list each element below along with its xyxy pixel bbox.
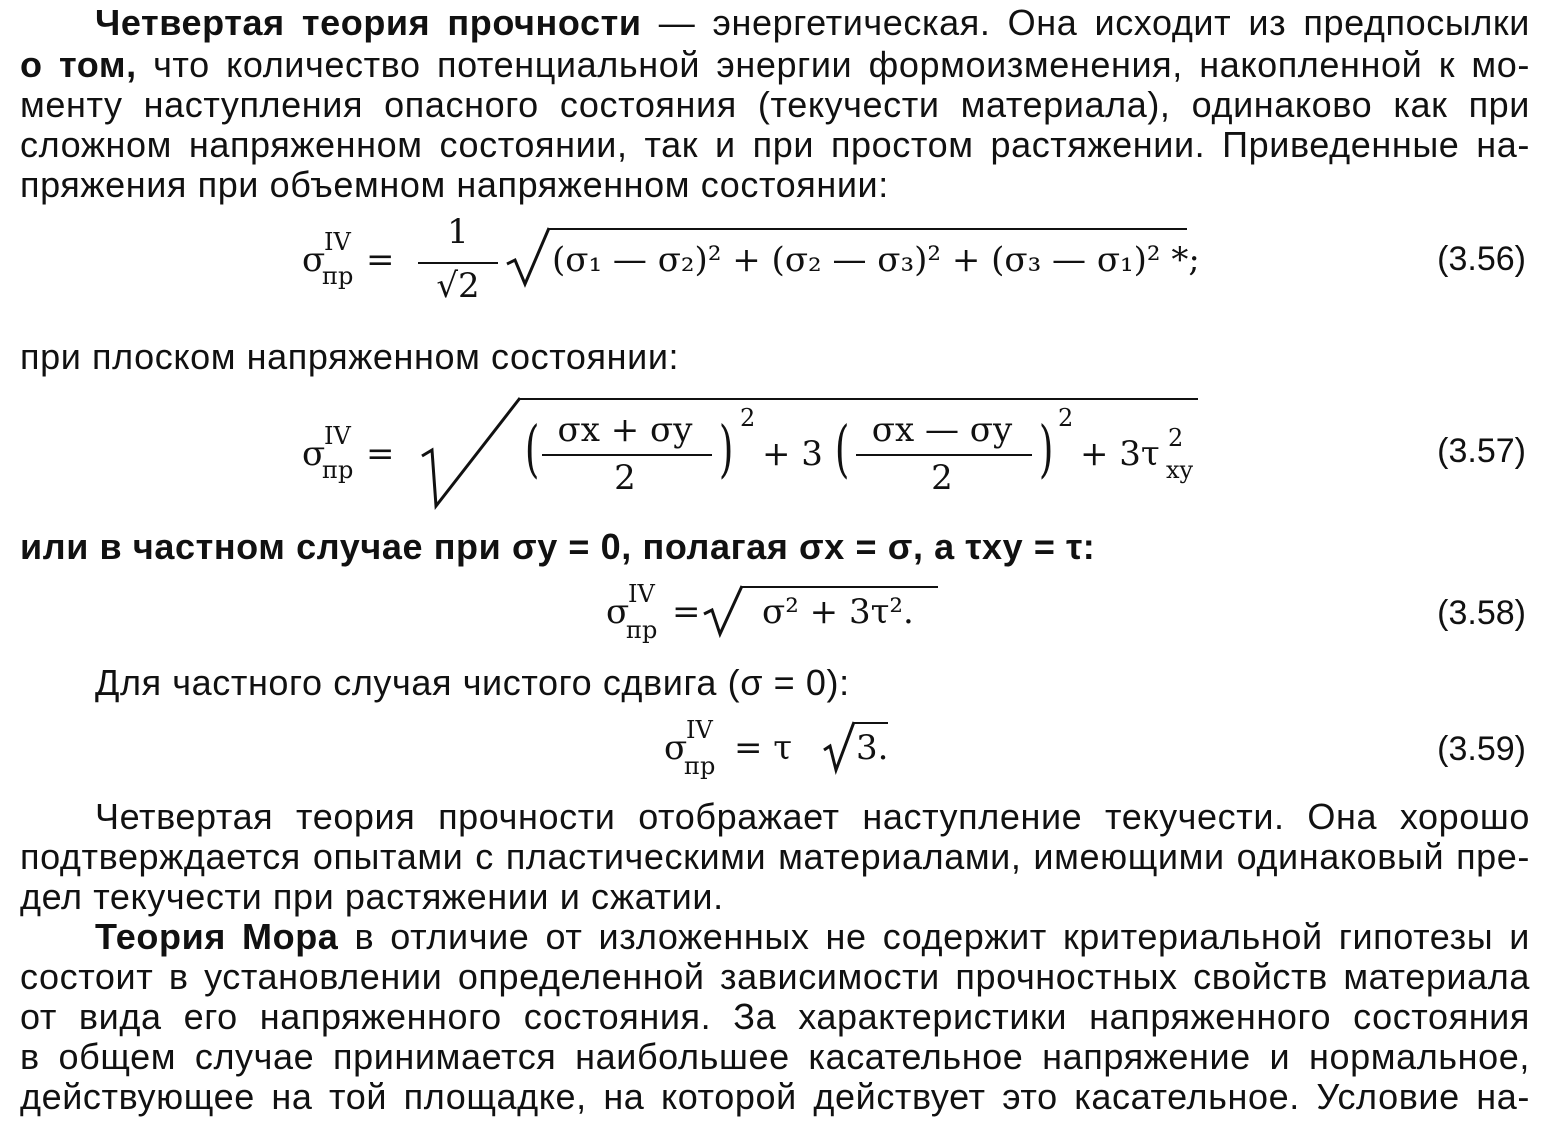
eq57-equals: = [366,434,395,474]
paragraph1-line2-bold: о том, [20,44,137,85]
eq57-paren1-open: ( [524,412,540,485]
eq59-expression: 3. [856,728,889,768]
eq57-radical-icon [420,396,530,508]
eq56-sigma: σ [302,240,326,280]
eq57-mid: + 3 [762,434,823,474]
eq57-paren2-close: ) [1038,412,1054,485]
equation-number-3-57: (3.57) [1437,432,1526,470]
eq57-sigma: σ [302,434,326,474]
eq56-sub: пр [322,262,354,290]
eq57-paren1-close: ) [718,412,734,485]
paragraph2-line3: дел текучести при растяжении и сжатии. [20,876,724,917]
equation-number-3-59: (3.59) [1437,730,1526,768]
equation-number-3-58: (3.58) [1437,594,1526,632]
eq58-expression: σ² + 3τ². [762,592,914,632]
eq57-frac1-den: 2 [614,458,636,498]
eq57-frac2-num: σx — σy [871,410,1013,450]
paragraph3-line1 [95,916,1530,958]
eq56-denominator: √2 [436,266,480,306]
eq59-sup: IV [686,716,713,744]
eq56-fraction-bar [418,262,498,264]
eq57-sub: пр [322,456,354,484]
text-special-case [20,526,1530,568]
eq58-radical-bar [742,586,938,588]
eq59-sub: пр [684,752,716,780]
eq57-frac1-bar [542,454,712,456]
text-special-case-content: или в частном случае при σy = 0, полагая σx = σ, а τxy = τ: [20,526,1096,567]
heading-mohr-theory: Теория Мора [95,916,339,957]
text-pure-shear: Для частного случая чистого сдвига (σ = 0): [95,662,850,703]
equation-3-56 [0,210,1548,320]
paragraph1-line5: пряжения при объемном напряженном состоянии: [20,164,889,205]
eq57-sup: IV [324,422,351,450]
text-plane-stress: при плоском напряженном состоянии: [20,336,680,377]
eq57-paren2-open: ( [834,412,850,485]
paragraph1-line3: менту наступления опасного состояния (текучести материала), одинаково как при [20,84,1530,125]
paragraph3-line4: в общем случае принимается наибольшее касательное напряжение и нормальное, [20,1036,1530,1077]
eq58-equals: = [672,592,701,632]
eq57-square2: 2 [1058,404,1074,432]
eq58-sigma: σ [606,592,630,632]
paragraph3-line3: от вида его напряженного состояния. За характеристики напряженного состояния [20,996,1530,1037]
eq57-tail-sub: xy [1166,456,1194,484]
eq56-sup: IV [324,228,351,256]
eq58-sub: пр [626,616,658,644]
paragraph3-line5: действующее на той площадке, на которой действует это касательное. Условие на- [20,1076,1530,1117]
eq59-sigma: σ [664,728,688,768]
eq57-radical-bar [518,398,1198,400]
eq59-radical-bar [854,722,888,724]
equation-number-3-56: (3.56) [1437,240,1526,278]
eq57-tail-sup: 2 [1168,424,1184,452]
equation-3-57 [0,390,1548,515]
paragraph3-line2: состоит в установлении определенной зависимости прочностных свойств материала [20,956,1530,997]
paragraph3-line1-text: в отличие от изложенных не содержит критериальной гипотезы и [338,916,1530,957]
paragraph1-line1-text: — энергетическая. Она исходит из предпосылки [641,2,1530,43]
eq57-tail: + 3τ [1080,434,1160,474]
eq56-equals: = [366,240,395,280]
heading-fourth-theory: Четвертая теория прочности [95,2,642,43]
equation-3-59 [0,716,1548,786]
equation-3-58 [0,580,1548,650]
eq57-frac2-bar [856,454,1032,456]
paragraph1-line1 [95,2,1530,44]
eq57-frac1-num: σx + σy [557,410,693,450]
eq56-numerator: 1 [447,212,469,252]
paragraph1-line2-text: что количество потенциальной энергии формоизменения, накопленной к мо- [136,44,1530,85]
eq56-expression: (σ₁ — σ₂)² + (σ₂ — σ₃)² + (σ₃ — σ₁)² *; [552,240,1200,280]
eq58-sup: IV [628,580,655,608]
eq56-radical-bar [549,228,1187,230]
eq57-square1: 2 [740,404,756,432]
eq58-radical-icon [702,584,752,636]
paragraph2-line1: Четвертая теория прочности отображает наступление текучести. Она хорошо [95,796,1530,837]
eq59-equals: = τ [734,728,793,768]
paragraph2-line2: подтверждается опытами с пластическими материалами, имеющими одинаковый пре- [20,836,1530,877]
paragraph1-line2 [20,44,1530,86]
paragraph1-line4: сложном напряженном состоянии, так и при простом растяжении. Приведенные на- [20,124,1530,165]
eq57-frac2-den: 2 [931,458,953,498]
eq56-radical-icon [505,226,555,286]
